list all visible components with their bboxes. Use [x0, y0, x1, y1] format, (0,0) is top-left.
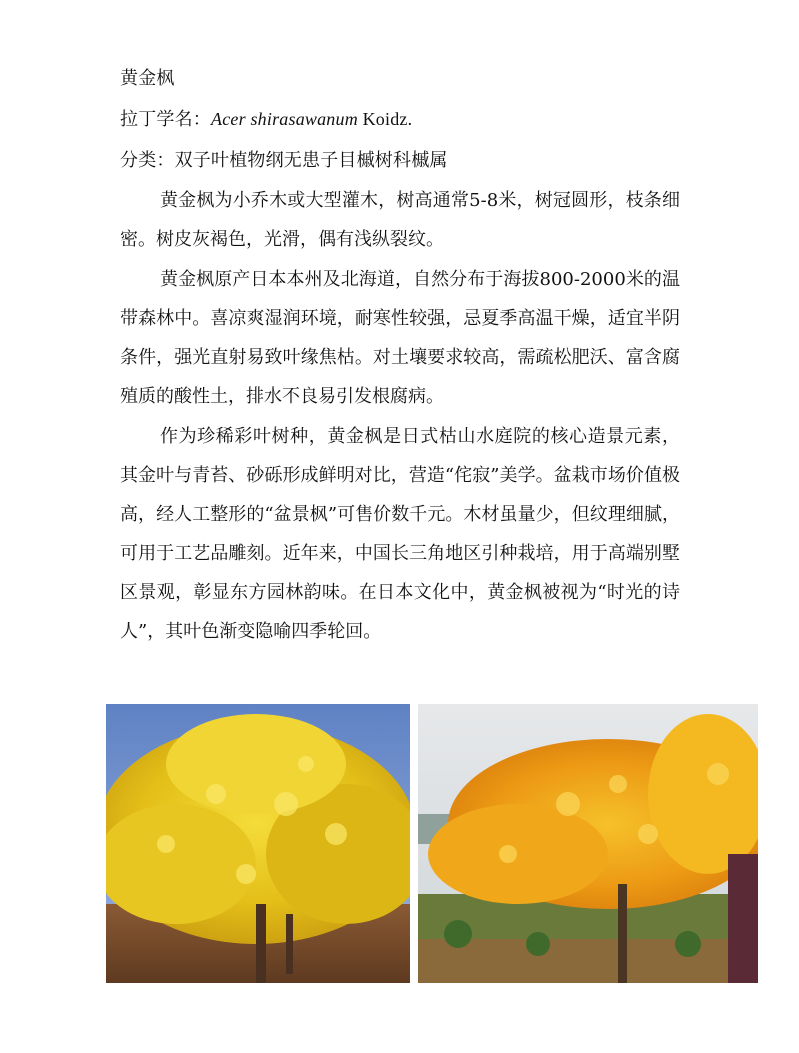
article-body [120, 60, 680, 651]
paragraph-distribution: 黄金枫原产日本本州及北海道，自然分布于海拔800-2000米的温带森林中。喜凉爽湿润环境，耐寒性较强，忌夏季高温干燥，适宜半阴条件，强光直射易致叶缘焦枯。对土壤要求较高，需疏松肥沃、富含腐殖质的酸性土，排水不良易引发根腐病。 [120, 269, 680, 407]
classification-line: 分类：双子叶植物纲无患子目槭树科槭属 [120, 150, 448, 171]
latin-author: Koidz. [357, 109, 413, 129]
latin-name [211, 109, 412, 129]
paragraph-description: 黄金枫为小乔木或大型灌木，树高通常5-8米，树冠圆形，枝条细密。树皮灰褐色，光滑，偶有浅纵裂纹。 [120, 190, 680, 250]
plant-title: 黄金枫 [120, 68, 175, 89]
photo-orange-maple-nursery [418, 704, 758, 983]
photo-orange-maple-nursery-image [418, 704, 758, 983]
photo-row [106, 704, 758, 983]
latin-label: 拉丁学名： [120, 109, 211, 130]
latin-binomial: Acer shirasawanum [211, 109, 358, 129]
paragraph-value: 作为珍稀彩叶树种，黄金枫是日式枯山水庭院的核心造景元素，其金叶与青苔、砂砾形成鲜明对比，营造“侘寂”美学。盆栽市场价值极高，经人工整形的“盆景枫”可售价数千元。木材虽量少，但纹理细腻，可用于工艺品雕刻。近年来，中国长三角地区引种栽培，用于高端别墅区景观，彰显东方园林韵味。在日本文化中，黄金枫被视为“时光的诗人”，其叶色渐变隐喻四季轮回。 [120, 426, 680, 642]
latin-name-line [120, 101, 680, 138]
photo-golden-maple-sky [106, 704, 410, 983]
photo-golden-maple-sky-image [106, 704, 410, 983]
